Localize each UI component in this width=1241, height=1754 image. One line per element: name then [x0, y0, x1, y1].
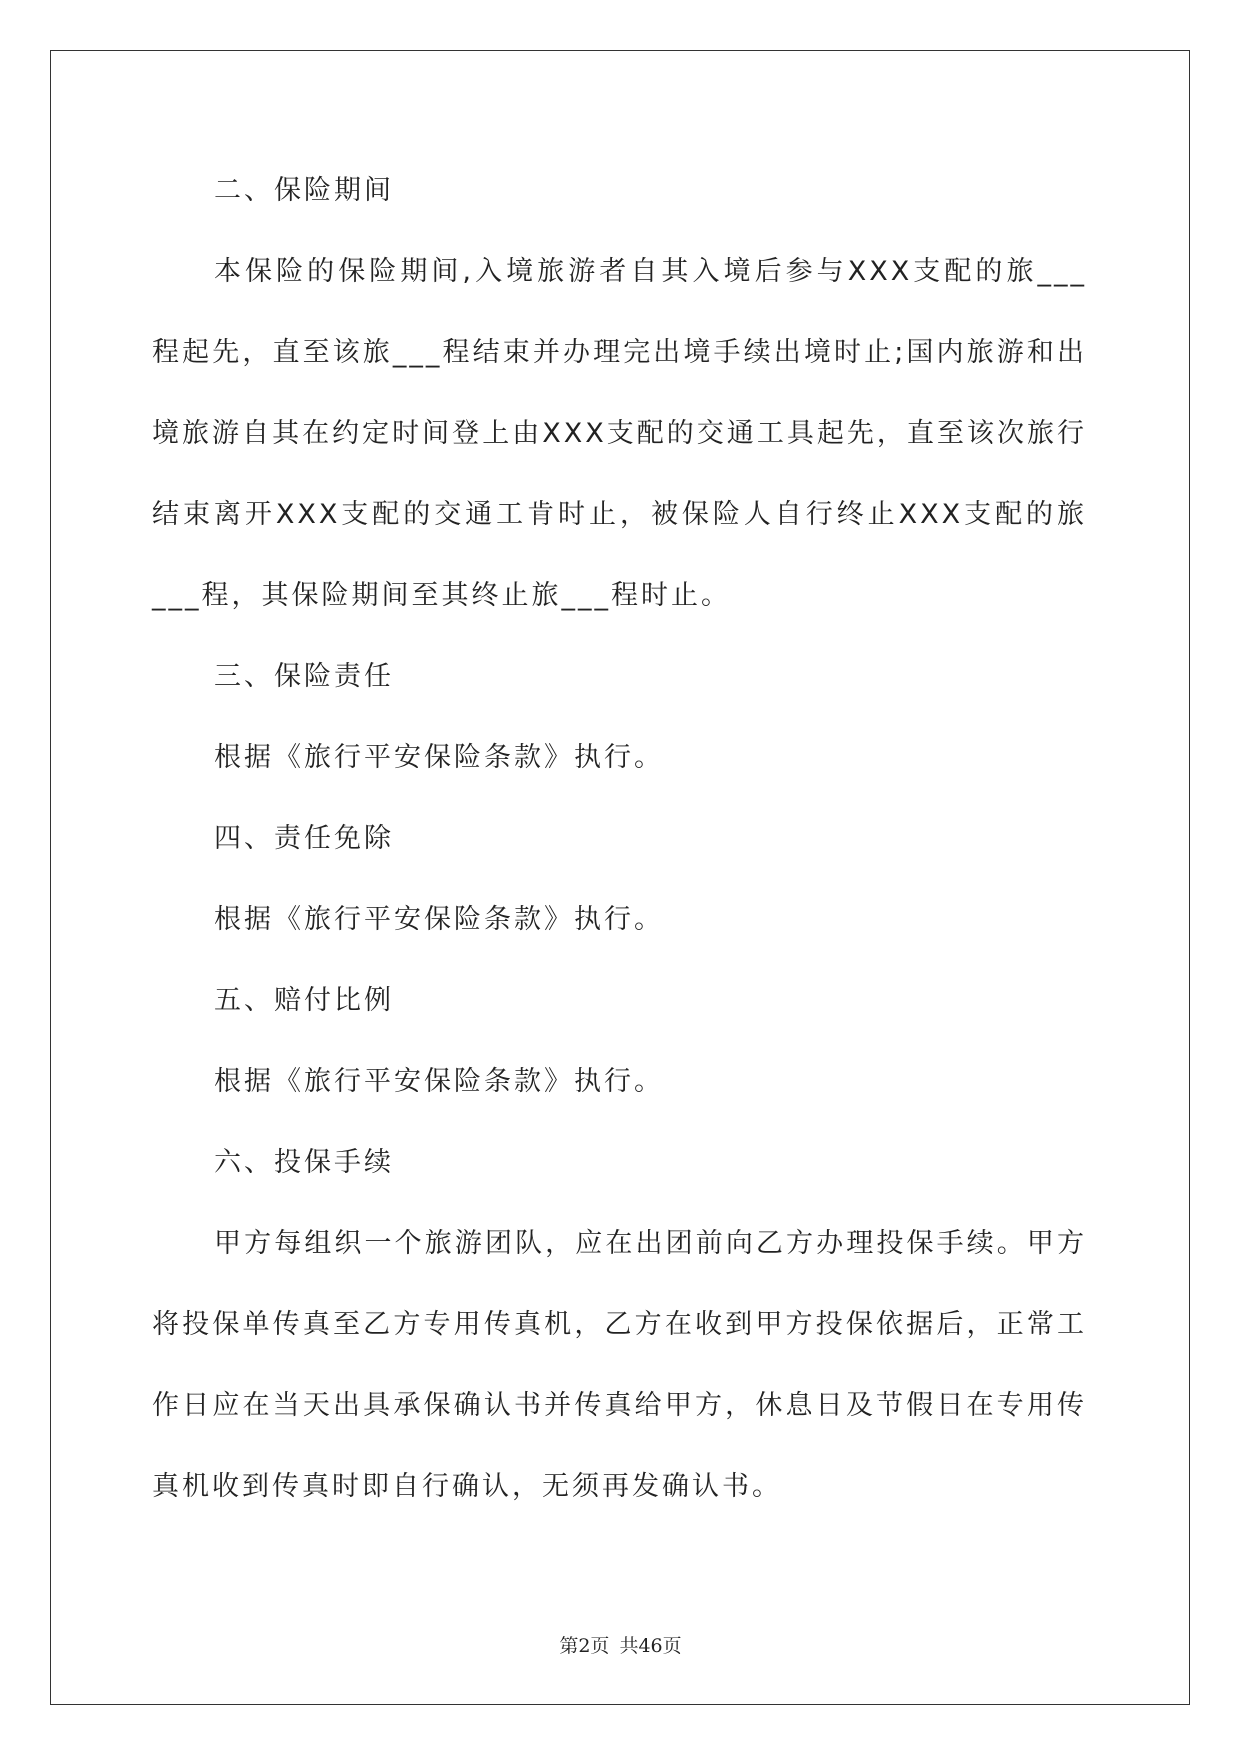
paragraph-procedures: 甲方每组织一个旅游团队，应在出团前向乙方办理投保手续。甲方将投保单传真至乙方专用传真机，乙方在收到甲方投保依据后，正常工作日应在当天出具承保确认书并传真给甲方，休息日及节假日在专用传真机收到传真时即自行确认，无须再发确认书。: [152, 1228, 1087, 1502]
section-heading-compensation: 五、赔付比例: [214, 985, 394, 1016]
page-footer: [0, 1631, 1241, 1658]
section-heading-exclusions: 四、责任免除: [214, 823, 394, 854]
section-heading-liability: 三、保险责任: [214, 661, 394, 692]
section-heading-procedures: 六、投保手续: [214, 1147, 394, 1178]
section-heading-period: 二、保险期间: [214, 175, 394, 206]
paragraph-exclusions: 根据《旅行平安保险条款》执行。: [214, 904, 664, 935]
paragraph-liability: 根据《旅行平安保险条款》执行。: [214, 742, 664, 773]
page-total: 共46页: [619, 1635, 682, 1657]
paragraph-compensation: 根据《旅行平安保险条款》执行。: [214, 1066, 664, 1097]
paragraph-period: 本保险的保险期间,入境旅游者自其入境后参与XXX支配的旅___程起先，直至该旅___程结束并办理完出境手续出境时止;国内旅游和出境旅游自其在约定时间登上由XXX支配的交通工具起先，直至该次旅行结束离开XXX支配的交通工肯时止，被保险人自行终止XXX支配的旅___程，其保险期间至其终止旅___程时止。: [152, 256, 1087, 611]
document-body: [152, 150, 1087, 1527]
page-number: 第2页: [559, 1635, 610, 1657]
